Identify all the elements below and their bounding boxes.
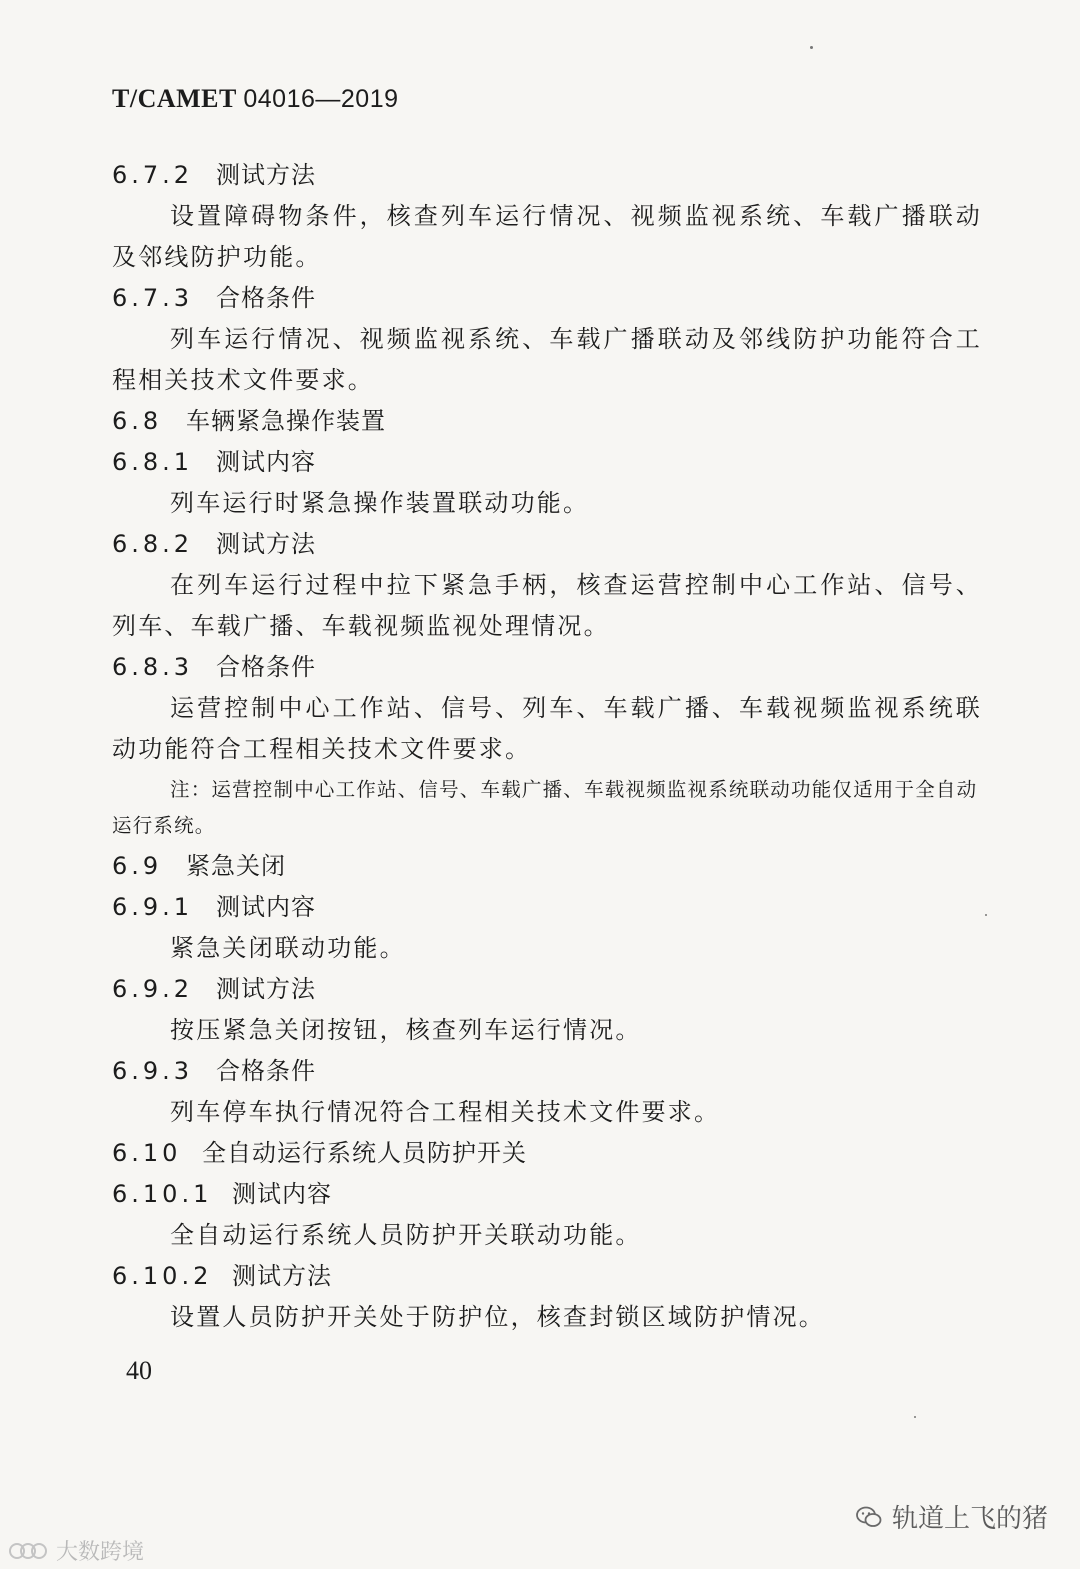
- section-title: 合格条件: [216, 1057, 316, 1085]
- section-heading: [112, 442, 982, 483]
- body-paragraph: 设置人员防护开关处于防护位，核查封锁区域防护情况。: [170, 1303, 825, 1331]
- body-paragraph: 在列车运行过程中拉下紧急手柄，核查运营控制中心工作站、信号、列车、车载广播、车载视频监视处理情况。: [112, 571, 982, 640]
- brand-logo-icon: [8, 1540, 50, 1562]
- section-heading: [112, 1133, 982, 1174]
- section-number: 6.8.1: [112, 448, 194, 476]
- section-number: 6.9.2: [112, 975, 194, 1003]
- body-paragraph: 全自动运行系统人员防护开关联动功能。: [170, 1221, 642, 1249]
- scan-speck: [810, 46, 813, 49]
- section-number: 6.10: [112, 1139, 182, 1167]
- page-number: 40: [126, 1356, 152, 1385]
- section-heading: [112, 1256, 982, 1297]
- section-title: 测试方法: [216, 161, 316, 189]
- section-heading: [112, 887, 982, 928]
- section-title: 车辆紧急操作装置: [186, 407, 386, 435]
- section-heading: [112, 846, 982, 887]
- section-title: 紧急关闭: [186, 852, 286, 880]
- document-body: [112, 155, 982, 1338]
- watermark-brand: [8, 1535, 144, 1566]
- body-paragraph: 列车停车执行情况符合工程相关技术文件要求。: [170, 1098, 721, 1126]
- watermark-account-name: 轨道上飞的猪: [891, 1504, 1048, 1534]
- body-paragraph: 列车运行情况、视频监视系统、车载广播联动及邻线防护功能符合工程相关技术文件要求。: [112, 325, 982, 394]
- section-heading: [112, 1174, 982, 1215]
- section-title: 测试内容: [216, 893, 316, 921]
- body-paragraph: 运营控制中心工作站、信号、列车、车载广播、车载视频监视系统联动功能符合工程相关技术文件要求。: [112, 694, 982, 763]
- section-number: 6.10.1: [112, 1180, 213, 1208]
- watermark-brand-name: 大数跨境: [56, 1540, 145, 1565]
- section-number: 6.7.3: [112, 284, 194, 312]
- body-paragraph: 紧急关闭联动功能。: [170, 934, 406, 962]
- section-title: 测试方法: [232, 1262, 332, 1290]
- section-number: 6.9.3: [112, 1057, 194, 1085]
- section-title: 测试方法: [216, 530, 316, 558]
- section-heading: [112, 155, 982, 196]
- section-number: 6.8.2: [112, 530, 194, 558]
- section-heading: [112, 524, 982, 565]
- section-number: 6.9.1: [112, 893, 194, 921]
- section-title: 测试方法: [216, 975, 316, 1003]
- section-title: 测试内容: [216, 448, 316, 476]
- section-number: 6.7.2: [112, 161, 194, 189]
- section-heading: [112, 647, 982, 688]
- scan-speck: [914, 1416, 916, 1418]
- standard-prefix: T/CAMET: [112, 84, 237, 113]
- standard-code: 04016—2019: [243, 85, 399, 113]
- section-heading: [112, 969, 982, 1010]
- section-heading: [112, 278, 982, 319]
- section-number: 6.10.2: [112, 1262, 213, 1290]
- body-paragraph: 设置障碍物条件，核查列车运行情况、视频监视系统、车载广播联动及邻线防护功能。: [112, 202, 982, 271]
- section-title: 合格条件: [216, 653, 316, 681]
- section-number: 6.8: [112, 407, 163, 435]
- section-title: 合格条件: [216, 284, 316, 312]
- section-heading: [112, 1051, 982, 1092]
- section-heading: [112, 401, 982, 442]
- standard-header: [112, 84, 399, 114]
- scan-speck: [985, 914, 987, 916]
- watermark-account: [854, 1498, 1048, 1535]
- section-number: 6.9: [112, 852, 163, 880]
- section-number: 6.8.3: [112, 653, 194, 681]
- wechat-icon: [854, 1502, 884, 1532]
- body-paragraph: 列车运行时紧急操作装置联动功能。: [170, 489, 590, 517]
- body-paragraph: 按压紧急关闭按钮，核查列车运行情况。: [170, 1016, 642, 1044]
- section-title: 全自动运行系统人员防护开关: [202, 1139, 527, 1167]
- section-title: 测试内容: [232, 1180, 332, 1208]
- note-paragraph: 注：运营控制中心工作站、信号、车载广播、车载视频监视系统联动功能仅适用于全自动运行系统。: [112, 778, 978, 837]
